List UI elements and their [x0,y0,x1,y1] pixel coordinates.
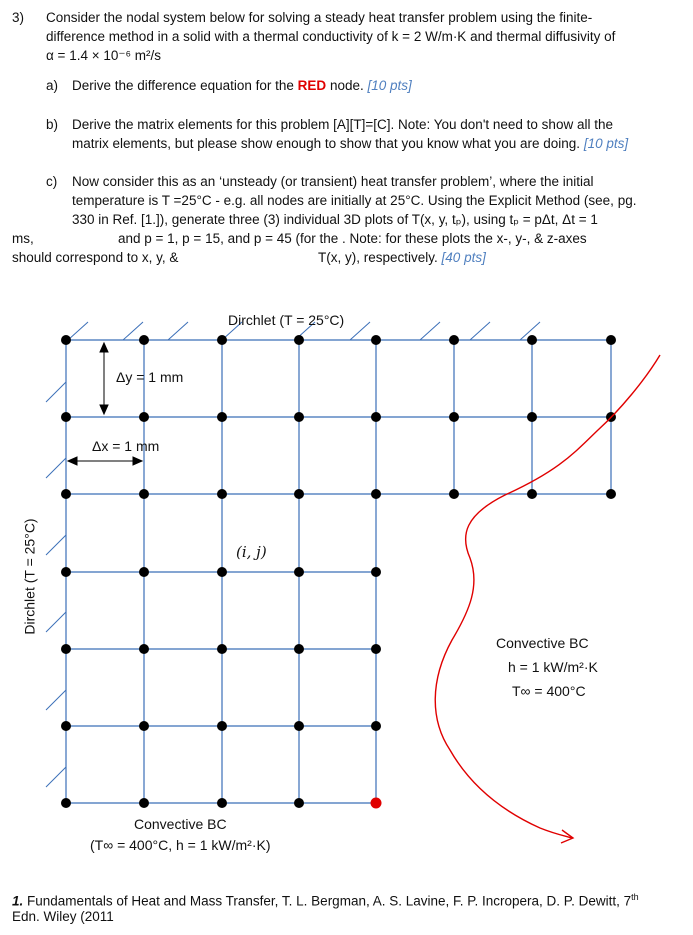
part-b-points: [10 pts] [583,136,629,151]
reference-sup: th [631,892,639,902]
node [61,489,71,499]
node [217,798,227,808]
node [61,644,71,654]
problem-number: 3) [12,10,25,25]
node [449,489,459,499]
part-c-line-5b-text: T(x, y), respectively. [318,250,438,265]
node [371,412,381,422]
node [217,335,227,345]
dx-label: Δx = 1 mm [92,438,160,454]
node [217,567,227,577]
node [371,335,381,345]
right-bc-t: T∞ = 400°C [512,683,586,699]
node [139,567,149,577]
part-a-points: [10 pts] [367,78,412,93]
node [217,721,227,731]
node [294,798,304,808]
part-a-text: Derive the difference equation for the [72,78,294,93]
top-bc-label: Dirchlet (T = 25°C) [228,312,345,328]
right-bc-h: h = 1 kW/m²·K [508,659,598,675]
intro-line-2: difference method in a solid with a thermal conductivity of k = 2 W/m·K and thermal diffusivity of [46,29,616,44]
node [139,721,149,731]
part-c-line-2: temperature is T =25°C - e.g. all nodes are initially at 25°C. Using the Explicit Method (see, pg. [72,193,637,208]
bottom-bc-params: (T∞ = 400°C, h = 1 kW/m²·K) [90,837,271,853]
intro-line-1: Consider the nodal system below for solving a steady heat transfer problem using the finite- [46,10,593,25]
node [139,644,149,654]
part-c-label: c) [46,174,58,189]
part-c-line-1: Now consider this as an ‘unsteady (or transient) heat transfer problem’, where the initial [72,174,594,189]
intro-line-3: α = 1.4 × 10⁻⁶ m²/s [46,48,162,63]
node [294,335,304,345]
node [294,721,304,731]
node [217,489,227,499]
node [294,412,304,422]
red-node [371,798,382,809]
node [449,335,459,345]
left-bc-label: Dirchlet (T = 25°C) [21,518,38,635]
node [217,412,227,422]
reference-text: Fundamentals of Heat and Mass Transfer, T. L. Bergman, A. S. Lavine, F. P. Incropera, D. P. Dewitt, 7 [27,893,632,909]
node-ij-label: (i, j) [236,543,267,561]
node [61,567,71,577]
node [61,335,71,345]
node [139,798,149,808]
part-a-label: a) [46,78,59,93]
node [606,335,616,345]
node [139,335,149,345]
part-c-points: [40 pts] [441,250,486,265]
reference-number: 1. [12,893,24,909]
node [449,412,459,422]
part-b-line-1: Derive the matrix elements for this problem [A][T]=[C]. Note: You don't need to show all the [72,117,613,132]
dy-label: Δy = 1 mm [116,369,184,385]
part-a-red-word: RED [297,78,327,93]
node [606,489,616,499]
part-a-text-2: node. [329,78,364,93]
node [139,412,149,422]
reference-line-2: Edn. Wiley (2011 [12,909,114,924]
node [61,721,71,731]
node [527,489,537,499]
part-c-line-4a: ms, [12,231,34,246]
node [294,644,304,654]
node [371,644,381,654]
bottom-bc-title: Convective BC [134,816,227,832]
part-b-label: b) [46,117,59,132]
node [371,567,381,577]
node [294,567,304,577]
dy-dimension-arrow [100,343,108,414]
part-c-line-3: 330 in Ref. [1.]), generate three (3) individual 3D plots of T(x, y, tₚ), using tₚ = pΔt, Δt = 1 [72,212,598,227]
node [61,798,71,808]
node [294,489,304,499]
node [527,335,537,345]
node [371,721,381,731]
part-c-line-4b: and p = 1, p = 15, and p = 45 (for the . Note: for these plots the x-, y-, & z-axes [118,231,587,246]
node [217,644,227,654]
part-c-line-5a: should correspond to x, y, & [12,250,179,265]
part-b-line-2-text: matrix elements, but please show enough to show that you know what you are doing. [72,136,581,151]
node [61,412,71,422]
right-bc-title: Convective BC [496,635,589,651]
node [139,489,149,499]
node [527,412,537,422]
convective-boundary-annotation [435,355,660,843]
dx-dimension-arrow [68,457,142,465]
node [371,489,381,499]
